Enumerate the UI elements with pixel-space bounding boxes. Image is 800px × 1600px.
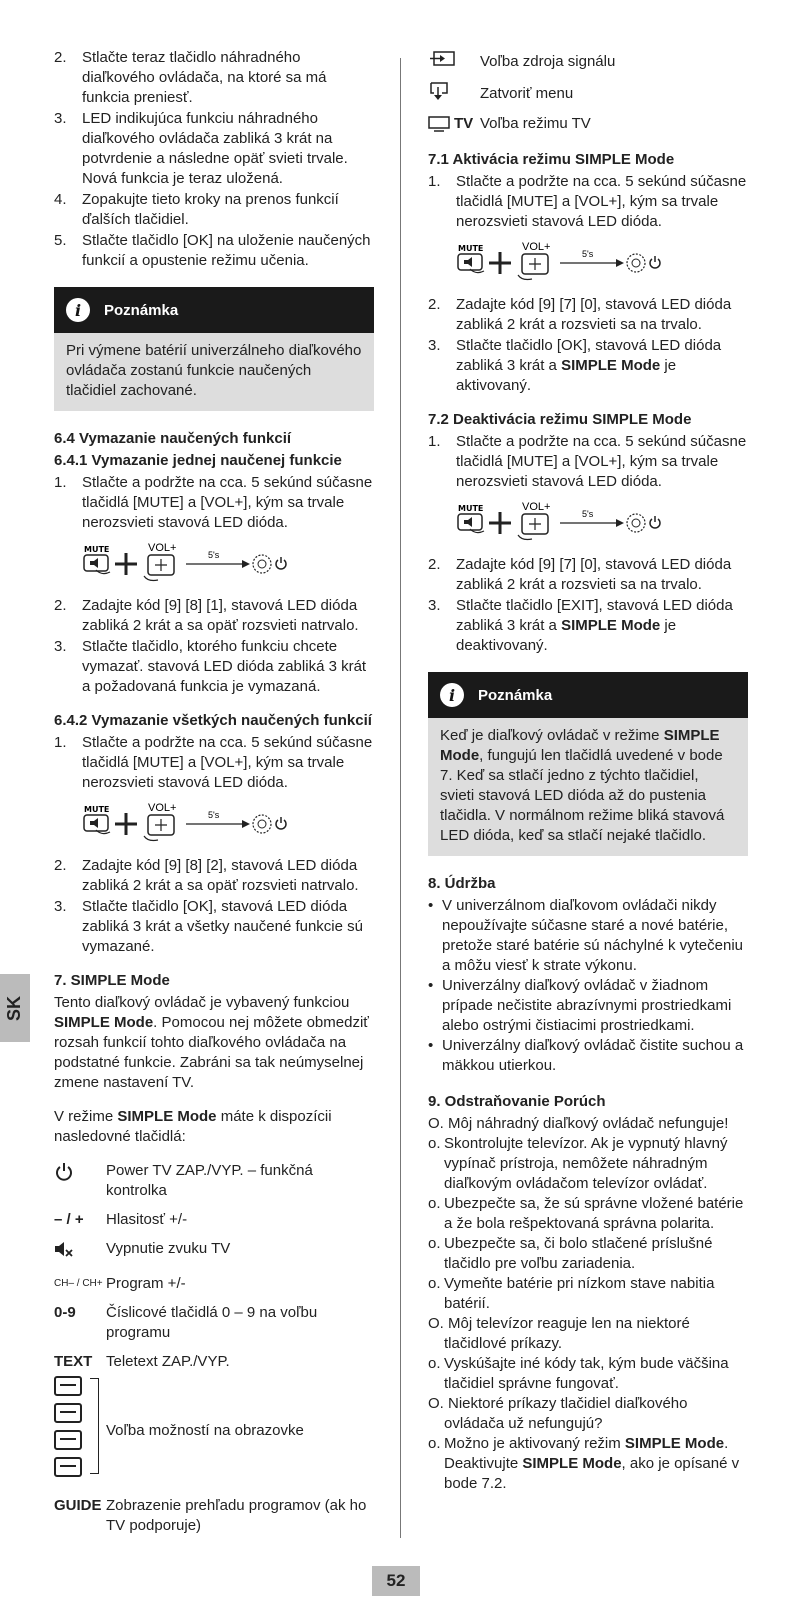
info-icon: i	[66, 298, 90, 322]
intro-steps	[54, 48, 374, 271]
column-divider	[400, 58, 401, 1538]
section-title: 7.1 Aktivácia režimu SIMPLE Mode	[428, 151, 675, 168]
list-item: 3. Stlačte tlačidlo [EXIT], stavová LED dióda zabliká 3 krát a SIMPLE Mode je deaktivovaný.	[428, 597, 733, 654]
svg-text:VOL+: VOL+	[148, 542, 177, 554]
svg-text:MUTE: MUTE	[84, 805, 110, 814]
troubleshooting-list	[428, 1114, 748, 1494]
list-item: O. Môj televízor reaguje len na niektoré tlačidlové príkazy.	[428, 1315, 690, 1352]
steps-72	[428, 432, 748, 492]
list-item: 1. Stlačte a podržte na cca. 5 sekúnd súčasne tlačidlá [MUTE] a [VOL+], kým sa trvale nerozsvieti stavová LED dióda.	[428, 173, 747, 230]
left-column	[54, 48, 374, 1545]
list-item: o. Ubezpečte sa, že sú správne vložené batérie a že bola rešpektovaná správna polarita.	[428, 1195, 744, 1232]
svg-text:MUTE: MUTE	[458, 504, 484, 513]
list-item: 1. Stlačte a podržte na cca. 5 sekúnd súčasne tlačidlá [MUTE] a [VOL+], kým sa trvale nerozsvieti stavová LED dióda.	[428, 433, 747, 490]
mute-vol-diagram	[82, 802, 322, 842]
maintenance-list	[428, 896, 748, 1076]
right-column	[428, 50, 748, 1494]
steps-72-b	[428, 555, 748, 656]
svg-text:MUTE: MUTE	[458, 244, 484, 253]
mute-vol-diagram	[82, 542, 322, 582]
list-item: 3. LED indikujúca funkciu náhradného diaľkového ovládača zabliká 3 krát na potvrdenie a následne opäť svieti trvale. Nová funkcia je teraz uložená.	[54, 110, 348, 187]
option-buttons-icon	[54, 1376, 94, 1484]
info-icon: i	[440, 683, 464, 707]
list-item: 1. Stlačte a podržte na cca. 5 sekúnd súčasne tlačidlá [MUTE] a [VOL+], kým sa trvale nerozsvieti stavová LED dióda.	[54, 734, 373, 791]
paragraph: Tento diaľkový ovládač je vybavený funkciou SIMPLE Mode. Pomocou nej môžete obmedziť rozsah funkcií tohto diaľkového ovládača na podstatné funkcie. Zabráni sa tak neúmyselnej zmene nastavení TV.	[54, 994, 369, 1091]
steps-71-b	[428, 295, 748, 396]
page-number: 52	[372, 1566, 420, 1596]
section-title: 6.4.2 Vymazanie všetkých naučených funkcií	[54, 712, 372, 729]
section-title: 9. Odstraňovanie Porúch	[428, 1093, 606, 1110]
tv-icon	[428, 116, 450, 132]
list-item: 2. Zadajte kód [9] [8] [1], stavová LED dióda zabliká 2 krát a sa opäť rozsvieti natrvalo.	[54, 597, 359, 634]
svg-text:5's: 5's	[208, 810, 220, 820]
key-row-guide: GUIDE Zobrazenie prehľadu programov (ak ho TV podporuje)	[54, 1497, 367, 1534]
list-item: 3. Stlačte tlačidlo, ktorého funkciu chcete vymazať. stavová LED dióda zabliká 3 krát a požadovaná funkcia je vymazaná.	[54, 638, 367, 695]
list-item: o. Skontrolujte televízor. Ak je vypnutý hlavný vypínač prístroja, nemôžete náhradným diaľkovým ovládačom televízor ovládať.	[428, 1135, 728, 1192]
tv-key: TV	[428, 114, 480, 134]
key-row-source: Voľba zdroja signálu	[428, 50, 748, 74]
list-item: 2. Stlačte teraz tlačidlo náhradného diaľkového ovládača, na ktoré sa má funkcia preniesť.	[54, 49, 327, 106]
list-item: O. Môj náhradný diaľkový ovládač nefunguje!	[428, 1115, 729, 1132]
key-row-power: Power TV ZAP./VYP. – funkčná kontrolka	[54, 1161, 374, 1201]
list-item: • V univerzálnom diaľkovom ovládači nikdy nepoužívajte súčasne staré a nové batérie, pretože staré batérie sú náchylné k vytečeniu a môžu viesť k strate výkonu.	[428, 897, 744, 974]
list-item: • Univerzálny diaľkový ovládač v žiadnom prípade nečistite abrazívnymi prostriedkami alebo ostrými čistiacimi prostriedkami.	[428, 977, 732, 1034]
note-header	[54, 287, 374, 333]
list-item: o. Možno je aktivovaný režim SIMPLE Mode. Deaktivujte SIMPLE Mode, ako je opísané v bode 7.2.	[428, 1435, 740, 1492]
section-title: 7.2 Deaktivácia režimu SIMPLE Mode	[428, 411, 692, 428]
list-item: 2. Zadajte kód [9] [8] [2], stavová LED dióda zabliká 2 krát a sa opäť rozsvieti natrvalo.	[54, 857, 359, 894]
note-box	[428, 672, 748, 856]
steps-641-b	[54, 596, 374, 697]
steps-641	[54, 473, 374, 533]
steps-642-b	[54, 856, 374, 957]
power-icon	[54, 1161, 106, 1201]
source-input-icon	[428, 50, 480, 74]
note-body: Pri výmene batérií univerzálneho diaľkového ovládača zostanú funkcie naučených tlačidiel zachované.	[54, 333, 374, 411]
key-row-volume: – / + Hlasitosť +/-	[54, 1211, 188, 1228]
svg-text:VOL+: VOL+	[148, 802, 177, 814]
list-item: 2. Zadajte kód [9] [7] [0], stavová LED dióda zabliká 2 krát a rozsvieti sa na trvalo.	[428, 556, 732, 593]
list-item: 1. Stlačte a podržte na cca. 5 sekúnd súčasne tlačidlá [MUTE] a [VOL+], kým sa trvale nerozsvieti stavová LED dióda.	[54, 474, 373, 531]
note-box	[54, 287, 374, 411]
list-item: 5. Stlačte tlačidlo [OK] na uloženie naučených funkcií a opustenie režimu učenia.	[54, 232, 371, 269]
mute-vol-diagram	[456, 501, 696, 541]
svg-text:MUTE: MUTE	[84, 545, 110, 554]
key-row-numbers: 0-9 Číslicové tlačidlá 0 – 9 na voľbu programu	[54, 1304, 318, 1341]
key-row-tv: TV Voľba režimu TV	[428, 114, 748, 134]
key-row-text: TEXT Teletext ZAP./VYP.	[54, 1353, 230, 1370]
note-title: Poznámka	[104, 301, 179, 319]
list-item: 3. Stlačte tlačidlo [OK], stavová LED dióda zabliká 3 krát a SIMPLE Mode je aktivovaný.	[428, 337, 722, 394]
mute-icon	[54, 1239, 106, 1265]
note-header	[428, 672, 748, 718]
key-row-mute: Vypnutie zvuku TV	[54, 1239, 374, 1265]
list-item: o. Ubezpečte sa, či bolo stlačené príslušné tlačidlo pre voľbu zariadenia.	[428, 1235, 713, 1272]
exit-menu-icon	[428, 81, 480, 107]
svg-text:VOL+: VOL+	[522, 241, 551, 253]
paragraph: V režime SIMPLE Mode máte k dispozícii nasledovné tlačidlá:	[54, 1108, 332, 1145]
steps-71	[428, 172, 748, 232]
section-title: 6.4.1 Vymazanie jednej naučenej funkcie	[54, 452, 342, 469]
list-item: O. Niektoré príkazy tlačidiel diaľkového ovládača už nefungujú?	[428, 1395, 688, 1432]
steps-642	[54, 733, 374, 793]
list-item: o. Vymeňte batérie pri nízkom stave nabitia batérií.	[428, 1275, 715, 1312]
note-body: Keď je diaľkový ovládač v režime SIMPLE Mode, fungujú len tlačidlá uvedené v bode 7. Keď sa stlačí jedno z týchto tlačidiel, svieti stavová LED dióda až do pustenia tlačidla. V normálnom režime bliká stavová LED dióda, keď sa stlačí nejaké tlačidlo.	[428, 718, 748, 856]
list-item: o. Vyskúšajte iné kódy tak, kým bude väčšina tlačidiel správne fungovať.	[428, 1355, 729, 1392]
section-title: 7. SIMPLE Mode	[54, 972, 170, 989]
svg-text:5's: 5's	[582, 249, 594, 259]
mute-vol-diagram	[456, 241, 696, 281]
svg-text:VOL+: VOL+	[522, 501, 551, 513]
key-row-channel: CH– / CH+ Program +/-	[54, 1275, 186, 1292]
list-item: 3. Stlačte tlačidlo [OK], stavová LED dióda zabliká 3 krát a všetky naučené funkcie sú vymazané.	[54, 898, 363, 955]
section-title: 6.4 Vymazanie naučených funkcií	[54, 430, 292, 447]
note-title: Poznámka	[478, 686, 553, 704]
section-title: 8. Údržba	[428, 875, 496, 892]
list-item: 4. Zopakujte tieto kroky na prenos funkcií ďalších tlačidiel.	[54, 191, 339, 228]
key-row-options: Voľba možností na obrazovke	[54, 1376, 374, 1484]
list-item: 2. Zadajte kód [9] [7] [0], stavová LED dióda zabliká 2 krát a rozsvieti sa na trvalo.	[428, 296, 732, 333]
key-row-menu: Zatvoriť menu	[428, 81, 748, 107]
language-tab: SK	[0, 974, 30, 1042]
svg-text:5's: 5's	[582, 509, 594, 519]
list-item: • Univerzálny diaľkový ovládač čistite suchou a mäkkou utierkou.	[428, 1037, 744, 1074]
svg-text:5's: 5's	[208, 550, 220, 560]
